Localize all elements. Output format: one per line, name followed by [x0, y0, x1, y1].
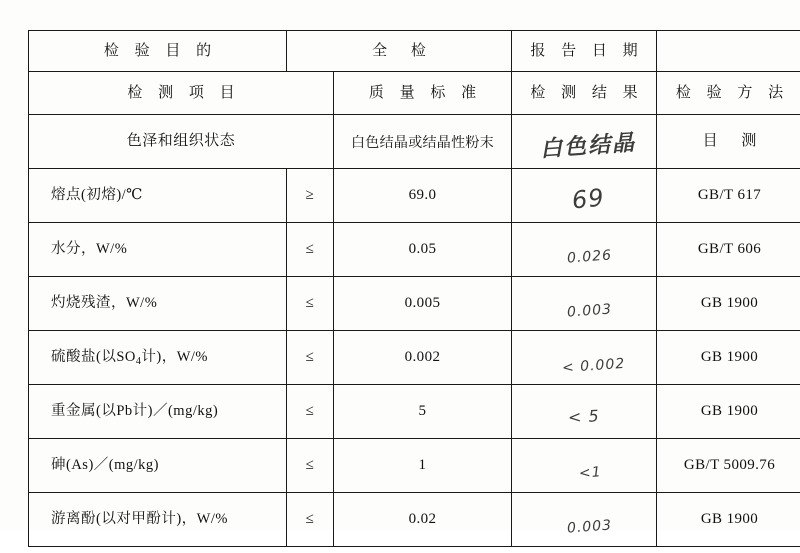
result-value: < 0.002 — [562, 355, 626, 375]
method-value: GB/T 5009.76 — [684, 457, 775, 474]
table-row — [29, 277, 800, 331]
cell-header-item — [29, 72, 334, 115]
standard-value: 0.02 — [409, 511, 437, 528]
cell-item — [29, 277, 287, 331]
table-row — [29, 169, 800, 223]
method-value: GB/T 617 — [698, 187, 761, 204]
cell-date-value — [657, 31, 800, 72]
cell-result — [512, 385, 657, 439]
operator-symbol: ≤ — [306, 349, 315, 366]
date-label: 报 告 日 期 — [524, 42, 643, 61]
cell-item — [29, 115, 334, 169]
method-value: GB/T 606 — [698, 241, 761, 258]
result-value: <1 — [578, 464, 602, 482]
result-value: 0.003 — [567, 301, 613, 320]
operator-symbol: ≤ — [306, 511, 315, 528]
item-label: 灼烧残渣，W/% — [39, 294, 165, 312]
cell-method — [657, 223, 800, 277]
cell-result — [512, 223, 657, 277]
header-result: 检 测 结 果 — [524, 84, 643, 103]
result-value: 白色结晶 — [539, 126, 637, 164]
cell-standard — [334, 169, 512, 223]
standard-value: 0.005 — [405, 295, 441, 312]
cell-item — [29, 169, 287, 223]
result-value: 69 — [570, 183, 605, 214]
cell-operator — [287, 385, 334, 439]
cell-item — [29, 331, 287, 385]
cell-result — [512, 331, 657, 385]
cell-result — [512, 115, 657, 169]
cell-item — [29, 493, 287, 547]
cell-header-standard — [334, 72, 512, 115]
table-row-top — [29, 31, 800, 72]
item-label: 色泽和组织状态 — [127, 132, 236, 151]
operator-symbol: ≤ — [306, 295, 315, 312]
result-value: 0.003 — [567, 517, 613, 536]
cell-operator — [287, 439, 334, 493]
item-label: 重金属(以Pb计)／(mg/kg) — [39, 402, 226, 420]
cell-method — [657, 439, 800, 493]
cell-standard — [334, 439, 512, 493]
cell-method — [657, 493, 800, 547]
cell-result — [512, 493, 657, 547]
method-value: GB 1900 — [701, 403, 758, 420]
table-row — [29, 331, 800, 385]
cell-result — [512, 169, 657, 223]
standard-value: 69.0 — [409, 187, 437, 204]
cell-standard — [334, 493, 512, 547]
purpose-label: 检 验 目 的 — [98, 42, 217, 61]
cell-method — [657, 277, 800, 331]
cell-operator — [287, 493, 334, 547]
method-value: GB 1900 — [701, 511, 758, 528]
cell-standard — [334, 385, 512, 439]
item-label: 游离酚(以对甲酚计)，W/% — [39, 510, 236, 528]
purpose-value: 全 检 — [362, 42, 436, 61]
cell-item — [29, 385, 287, 439]
cell-operator — [287, 277, 334, 331]
cell-standard — [334, 115, 512, 169]
method-value: GB 1900 — [701, 349, 758, 366]
item-label: 水分，W/% — [39, 240, 135, 258]
standard-value: 1 — [419, 457, 427, 474]
cell-operator — [287, 331, 334, 385]
cell-standard — [334, 331, 512, 385]
cell-standard — [334, 277, 512, 331]
header-method: 检 验 方 法 — [670, 84, 789, 103]
cell-method — [657, 115, 800, 169]
item-label: 砷(As)／(mg/kg) — [39, 456, 167, 474]
table-row — [29, 115, 800, 169]
item-label: 熔点(初熔)/℃ — [39, 186, 151, 204]
method-value: GB 1900 — [701, 295, 758, 312]
cell-result — [512, 439, 657, 493]
cell-operator — [287, 223, 334, 277]
cell-purpose-label — [29, 31, 287, 72]
result-value: < 5 — [568, 406, 601, 427]
standard-value: 0.05 — [409, 241, 437, 258]
inspection-report-table — [28, 30, 800, 547]
operator-symbol: ≤ — [306, 457, 315, 474]
cell-method — [657, 385, 800, 439]
cell-method — [657, 169, 800, 223]
cell-date-label — [512, 31, 657, 72]
cell-header-result — [512, 72, 657, 115]
cell-purpose-value — [287, 31, 512, 72]
table-row-header — [29, 72, 800, 115]
table-row — [29, 493, 800, 547]
cell-operator — [287, 169, 334, 223]
table-row — [29, 439, 800, 493]
method-value: 目 测 — [693, 132, 767, 151]
table-row — [29, 385, 800, 439]
cell-header-method — [657, 72, 800, 115]
standard-value: 0.002 — [405, 349, 441, 366]
header-standard: 质 量 标 准 — [363, 84, 482, 103]
operator-symbol: ≤ — [306, 241, 315, 258]
standard-value: 白色结晶或结晶性粉末 — [351, 132, 494, 152]
table-row — [29, 223, 800, 277]
standard-value: 5 — [419, 403, 427, 420]
operator-symbol: ≥ — [306, 187, 315, 204]
result-value: 0.026 — [567, 247, 613, 266]
table-body — [29, 31, 800, 547]
cell-standard — [334, 223, 512, 277]
item-label: 硫酸盐(以$SO_4$计)，W/% — [39, 348, 216, 366]
cell-method — [657, 331, 800, 385]
header-item: 检 测 项 目 — [121, 84, 240, 103]
cell-item — [29, 223, 287, 277]
cell-item — [29, 439, 287, 493]
operator-symbol: ≤ — [306, 403, 315, 420]
